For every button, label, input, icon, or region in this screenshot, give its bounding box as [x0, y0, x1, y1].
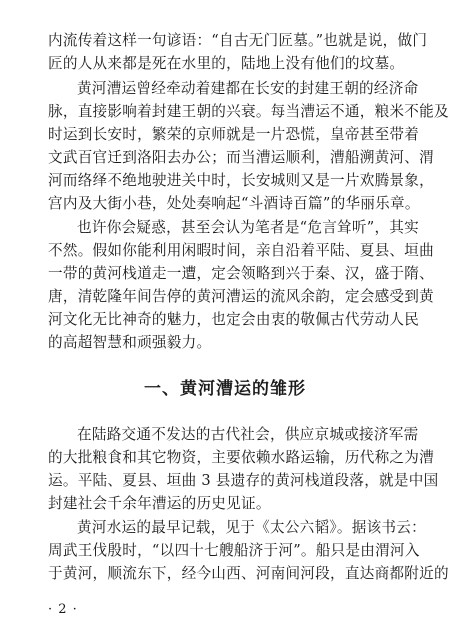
- text-line: 文武百官迁到洛阳去办公；而当漕运顺利，漕船溯黄河、渭: [48, 149, 434, 166]
- text-line: 于黄河，顺流东下，经今山西、河南间河段，直达商都附近的: [48, 565, 449, 582]
- text-line: 封建社会千余年漕运的历史见证。: [48, 495, 271, 512]
- text-line: 脉，直接影响着封建王朝的兴衰。每当漕运不通，粮米不能及: [48, 103, 449, 120]
- text-line: 运。平陆、夏县、垣曲 3 县遗存的黄河栈道段落，就是中国: [48, 472, 439, 489]
- section-heading: 一、黄河漕运的雏形: [144, 379, 306, 399]
- text-line: 河而络绎不绝地驶进关中时，长安城则又是一片欢腾景象，: [48, 172, 434, 189]
- text-line: 的高超智慧和顽强毅力。: [48, 334, 212, 351]
- text-line: 也许你会疑惑，甚至会认为笔者是“危言耸听”，其实: [77, 219, 419, 236]
- text-line: 宫内及大街小巷，处处奏响起“斗酒诗百篇”的华丽乐章。: [48, 195, 420, 212]
- text-line: 唐，清乾隆年间告停的黄河漕运的流风余韵，定会感受到黄: [48, 288, 434, 305]
- page-number: · 2 ·: [48, 602, 78, 617]
- text-line: 内流传着这样一句谚语：“自古无门匠墓。”也就是说，做门: [48, 32, 428, 49]
- text-line: 时运到长安时，繁荣的京师就是一片恐慌，皇帝甚至带着: [48, 126, 420, 143]
- text-line: 黄河水运的最早记载，见于《太公六韬》。据该书云：: [77, 519, 426, 536]
- text-line: 的大批粮食和其它物资，主要依赖水路运输，历代称之为漕: [48, 449, 434, 466]
- text-line: 周武王伐殷时，“以四十七艘船济于河”。船只是由渭河入: [48, 542, 420, 559]
- text-line: 河文化无比神奇的魅力，也定会由衷的敬佩古代劳动人民: [48, 311, 420, 328]
- text-line: 黄河漕运曾经牵动着建都在长安的封建王朝的经济命: [77, 80, 419, 97]
- text-line: 匠的人从来都是死在水里的，陆地上没有他们的坟墓。: [48, 55, 405, 72]
- text-line: 在陆路交通不发达的古代社会，供应京城或接济军需: [77, 426, 419, 443]
- text-line: 不然。假如你能利用闲暇时间，亲自沿着平陆、夏县、垣曲: [48, 242, 434, 259]
- text-line: 一带的黄河栈道走一遭，定会领略到兴于秦、汉，盛于隋、: [48, 265, 434, 282]
